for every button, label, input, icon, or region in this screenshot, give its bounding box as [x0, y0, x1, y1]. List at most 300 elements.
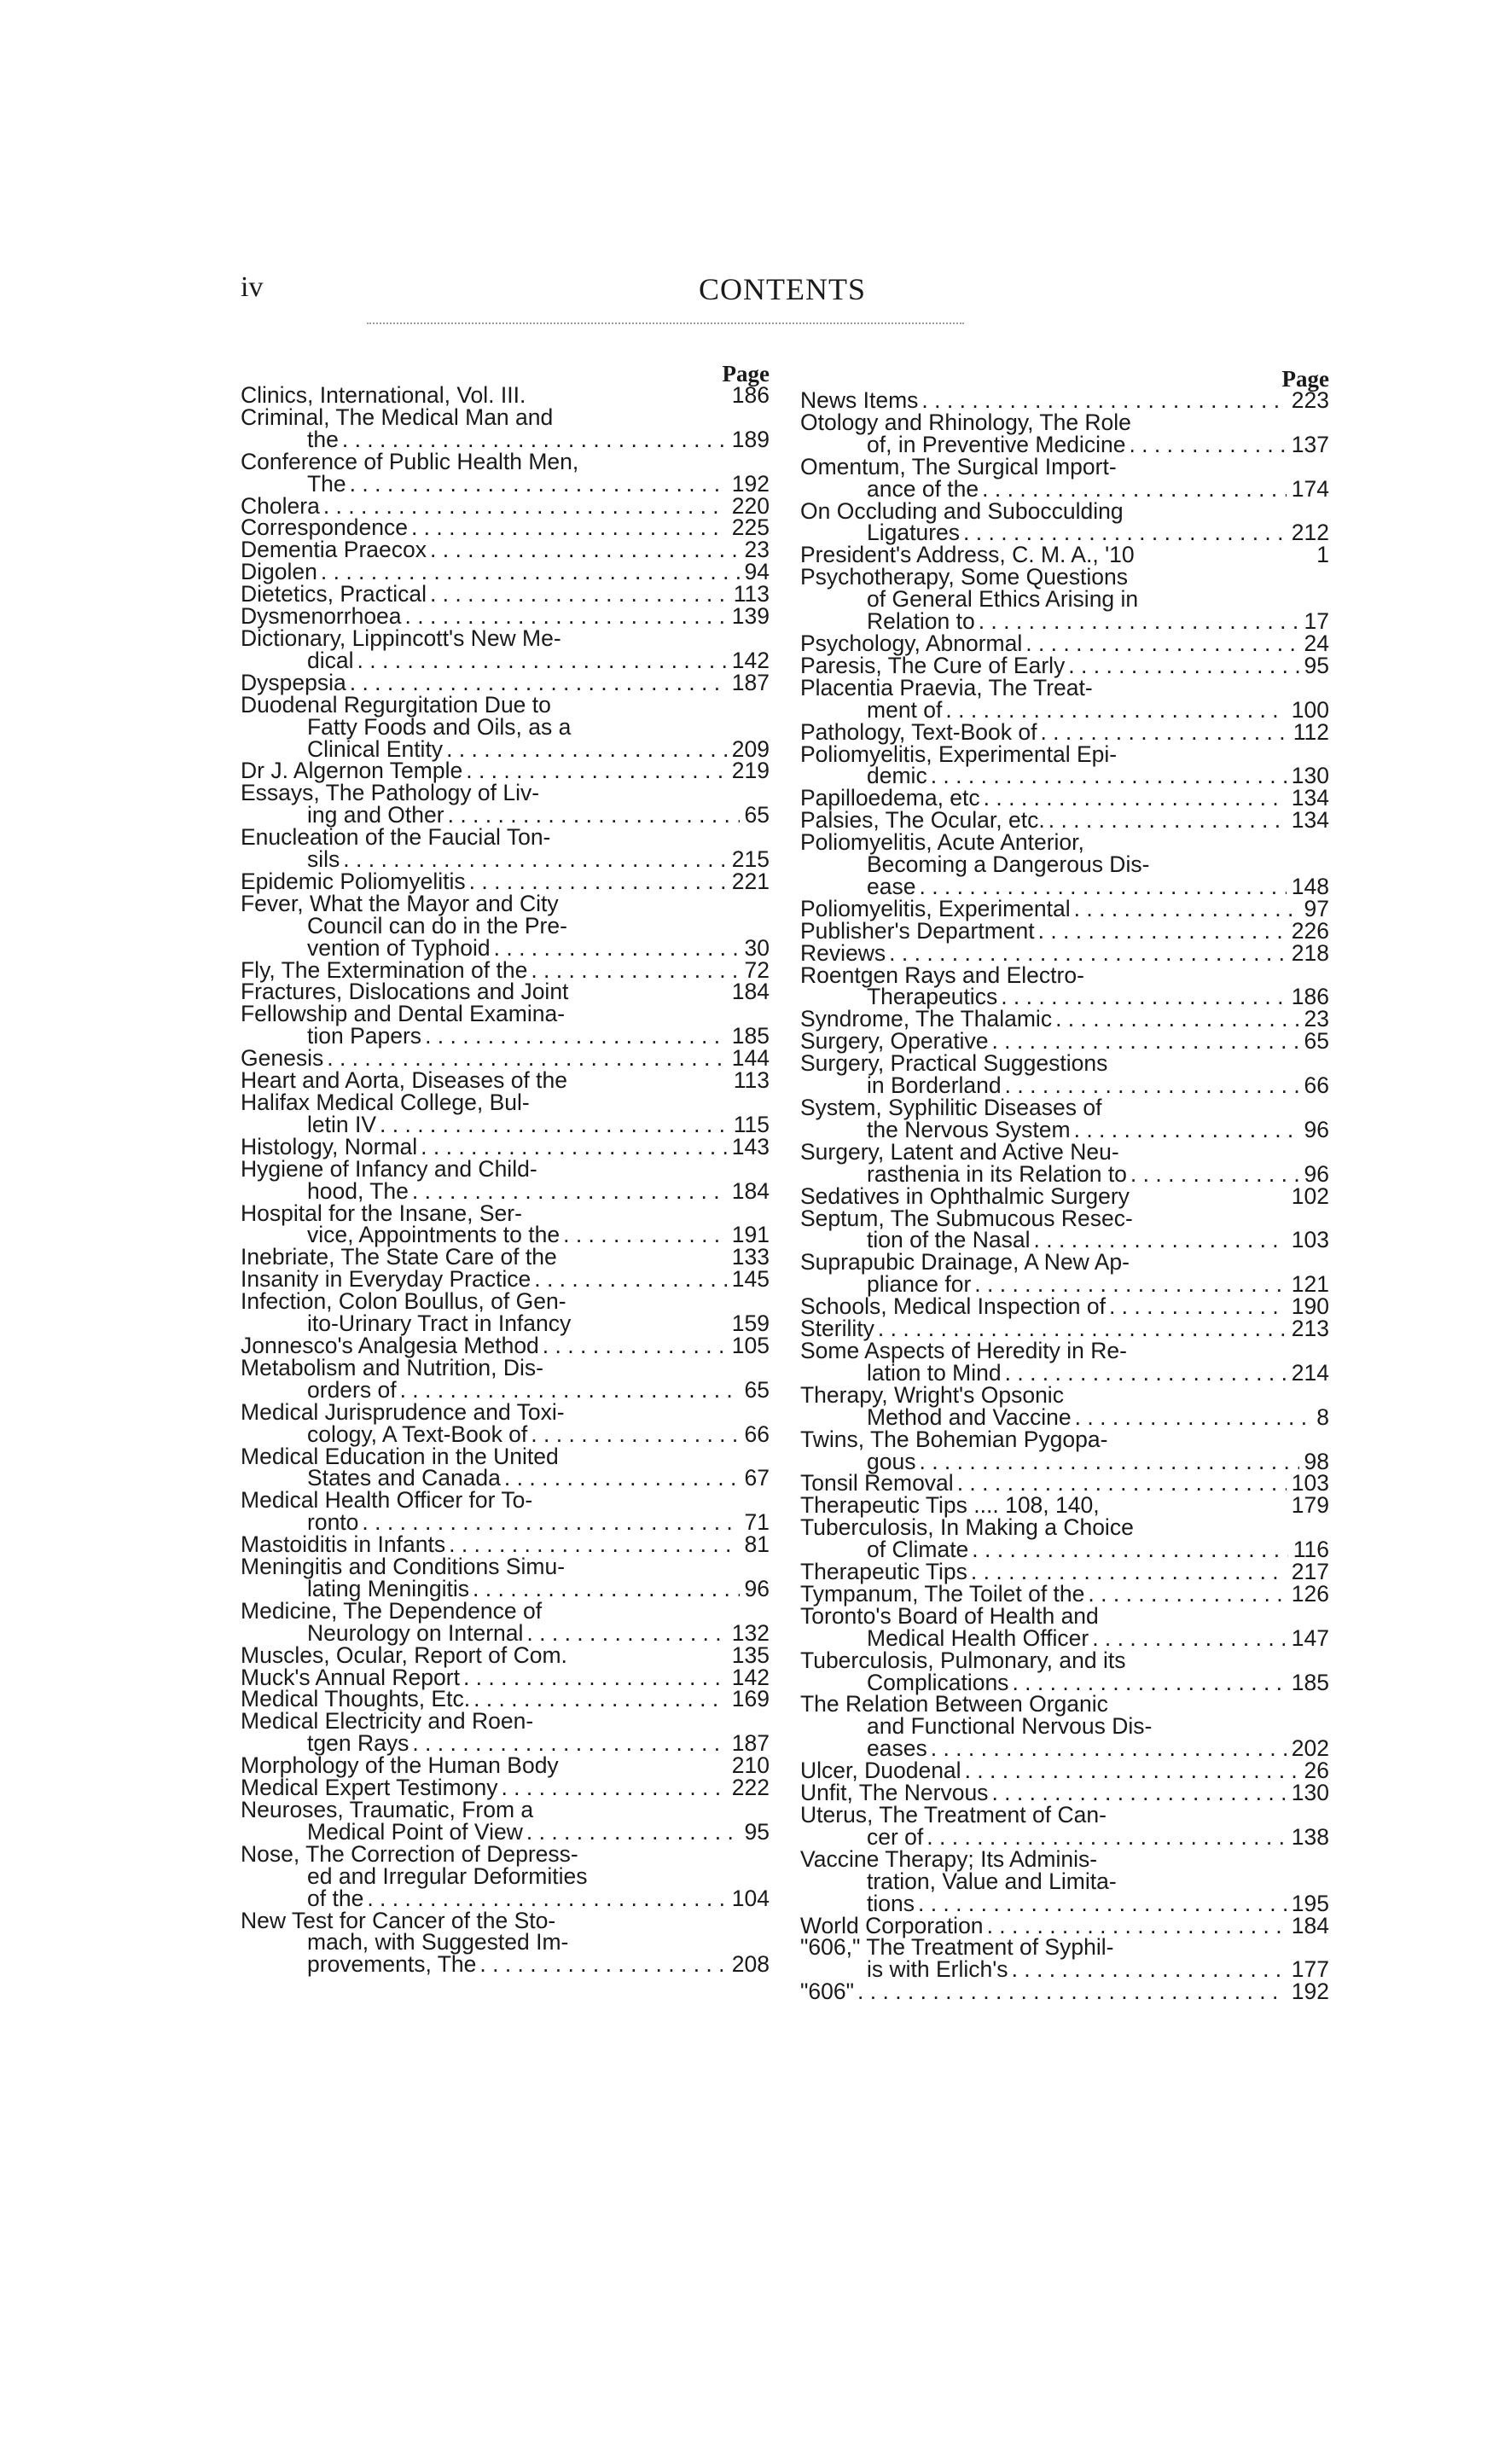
entry-page-number: 134 [1291, 807, 1329, 834]
entry-page-number: 94 [744, 559, 770, 585]
dot-leader [979, 479, 1287, 501]
entry-title-continued: rasthenia in its Relation to [867, 1160, 1127, 1187]
index-entry [800, 917, 1329, 944]
index-entry [241, 1133, 770, 1159]
entry-title: Medical Thoughts, Etc. [241, 1686, 471, 1712]
index-entry [800, 1293, 1329, 1320]
entry-page-number: 71 [744, 1509, 770, 1536]
index-entry [800, 1981, 1329, 2003]
entry-title-continued: States and Canada [307, 1465, 501, 1491]
entry-page-number: 186 [731, 382, 770, 408]
entry-title: Placentia Praevia, The Treat- [800, 674, 1093, 700]
entry-page-number: 112 [1292, 718, 1329, 745]
entry-title-continued: Medical Point of View [307, 1818, 523, 1845]
index-entry [241, 1907, 770, 1978]
entry-page-number: 96 [744, 1575, 770, 1601]
dot-leader [346, 672, 727, 694]
entry-page-number: 67 [744, 1465, 770, 1491]
entry-title-continued: The [307, 470, 346, 497]
index-entry [800, 962, 1329, 1010]
entry-page-number: 121 [1291, 1271, 1329, 1298]
entry-title-continued: cology, A Text-Book of [307, 1421, 528, 1447]
entry-page-number: 65 [1304, 1028, 1329, 1055]
dot-leader [427, 584, 729, 606]
entry-title: Otology and Rhinology, The Role [800, 409, 1131, 435]
entry-title-continued: Medical Health Officer [867, 1624, 1089, 1651]
dot-leader [491, 938, 740, 960]
entry-title-continued: tions [867, 1890, 915, 1916]
entry-title-continued: gous [867, 1448, 916, 1474]
entry-title: Hospital for the Insane, Ser- [241, 1200, 522, 1226]
entry-title: Tuberculosis, In Making a Choice [800, 1514, 1134, 1541]
entry-page-number: 130 [1291, 1780, 1329, 1806]
entry-title-continued: of Climate [867, 1537, 969, 1563]
entry-title-continued: Complications [867, 1669, 1009, 1695]
entry-page-number: 104 [731, 1885, 770, 1911]
entry-title-continued: vention of Typhoid [307, 934, 491, 961]
entry-page-number: 210 [731, 1752, 770, 1779]
entry-title: Conference of Public Health Men, [241, 448, 579, 474]
contents-column-right [800, 363, 1329, 2003]
entry-title: Poliomyelitis, Acute Anterior, [800, 829, 1084, 856]
entry-title-continued: hood, The [307, 1177, 409, 1204]
entry-title: Therapeutic Tips .... 108, 140, [800, 1492, 1100, 1519]
index-entry [800, 1691, 1329, 1762]
entry-title: Ulcer, Duodenal [800, 1758, 961, 1784]
entry-page-number: 222 [731, 1775, 770, 1801]
index-entry [241, 1642, 770, 1668]
entry-title: Fractures, Dislocations and Joint [241, 979, 569, 1005]
entry-title: Dementia Praecox [241, 537, 427, 563]
entry-page-number: 226 [1291, 917, 1329, 944]
index-entry [800, 1050, 1329, 1099]
entry-page-number: 66 [744, 1421, 770, 1447]
page-header [241, 271, 1324, 314]
entry-page-number: 142 [731, 1664, 770, 1690]
entry-page-number: 214 [1291, 1359, 1329, 1386]
dot-leader [1106, 1296, 1287, 1318]
entry-page-number: 220 [731, 492, 770, 519]
index-entry [241, 1003, 770, 1048]
entry-title: Morphology of the Human Body [241, 1752, 559, 1779]
entry-title: Infection, Colon Boullus, of Gen- [241, 1288, 566, 1315]
entry-title: Some Aspects of Heredity in Re- [800, 1337, 1127, 1363]
entry-title: Papilloedema, etc [800, 785, 980, 811]
entry-title: Dr J. Algernon Temple [241, 758, 463, 784]
entry-title: "606" [800, 1979, 855, 2005]
entry-title-continued: Therapeutics [867, 984, 998, 1010]
entry-page-number: 223 [1291, 387, 1329, 413]
entry-page-number: 215 [731, 846, 770, 873]
index-entry [800, 1845, 1329, 1916]
entry-list [241, 382, 770, 1978]
entry-page-number: 96 [1304, 1116, 1329, 1142]
entry-title: Epidemic Poliomyelitis [241, 868, 466, 894]
dot-leader [363, 1888, 726, 1910]
entry-title-continued: the [307, 426, 339, 452]
entry-title: Fly, The Extermination of the [241, 956, 528, 983]
entry-page-number: 133 [731, 1244, 770, 1270]
dot-leader [968, 1539, 1287, 1561]
entry-page-number: 100 [1291, 696, 1329, 723]
index-entry [800, 674, 1329, 723]
entry-title: Halifax Medical College, Bul- [241, 1090, 530, 1115]
entry-title: Dyspepsia [241, 669, 346, 695]
entry-title-continued: ease [867, 873, 916, 899]
entry-page-number: 179 [1291, 1492, 1329, 1519]
entry-title: Paresis, The Cure of Early [800, 652, 1066, 678]
entry-page-number: 26 [1304, 1758, 1329, 1784]
dot-leader [1022, 633, 1298, 655]
entry-title: Surgery, Practical Suggestions [800, 1050, 1108, 1077]
dot-leader [560, 1224, 727, 1247]
dot-leader [1002, 1363, 1287, 1385]
dot-leader [409, 1181, 727, 1203]
entry-page-number: 65 [744, 802, 770, 828]
index-entry [241, 404, 770, 452]
index-entry [241, 691, 770, 762]
dot-leader [527, 1424, 739, 1446]
entry-page-number: 95 [744, 1818, 770, 1845]
entry-title: Medical Electricity and Roen- [241, 1708, 534, 1735]
entry-title: Duodenal Regurgitation Due to [241, 691, 551, 718]
entry-title: New Test for Cancer of the Sto- [241, 1907, 556, 1933]
dot-leader [466, 871, 727, 893]
entry-page-number: 148 [1291, 873, 1329, 899]
index-entry [800, 564, 1329, 635]
entry-page-number: 23 [1304, 1006, 1329, 1032]
dot-leader [408, 517, 727, 539]
entry-title: Correspondence [241, 514, 408, 541]
entry-page-number: 102 [1291, 1183, 1329, 1209]
entry-title: Heart and Aorta, Diseases of the [241, 1067, 567, 1094]
entry-page-number: 65 [744, 1376, 770, 1403]
entry-list [800, 387, 1329, 2005]
entry-title: Reviews [800, 939, 886, 966]
entry-page-number: 186 [1291, 984, 1329, 1010]
entry-title: Essays, The Pathology of Liv- [241, 780, 540, 806]
entry-title: Tonsil Removal [800, 1470, 954, 1496]
index-entry [241, 1354, 770, 1403]
entry-title: Roentgen Rays and Electro- [800, 962, 1084, 988]
entry-title-continued: is with Erlich's [867, 1956, 1008, 1983]
entry-title-continued: ed and Irregular Deformities [307, 1863, 588, 1889]
entry-page-number: 72 [744, 956, 770, 983]
index-entry [800, 1138, 1329, 1187]
dot-leader [523, 1822, 740, 1844]
entry-title-continued: of, in Preventive Medicine [867, 431, 1126, 457]
index-entry [800, 1205, 1329, 1253]
index-entry [800, 1381, 1329, 1430]
entry-title-continued: Relation to [867, 608, 975, 635]
dot-leader [915, 1893, 1287, 1915]
entry-page-number: 105 [731, 1332, 770, 1358]
index-entry [800, 939, 1329, 966]
entry-title: Syndrome, The Thalamic [800, 1006, 1053, 1032]
page-column-heading: Page [722, 361, 770, 386]
index-entry [241, 1288, 770, 1337]
dot-leader [1127, 1164, 1299, 1186]
entry-title-continued: orders of [307, 1376, 397, 1403]
entry-page-number: 184 [1291, 1912, 1329, 1938]
entry-title: Digolen [241, 559, 317, 585]
index-entry [800, 1647, 1329, 1695]
dot-leader [1084, 1584, 1286, 1606]
dot-leader [1035, 921, 1287, 943]
entry-title: Medical Education in the United [241, 1443, 559, 1469]
entry-title: President's Address, C. M. A., '10 [800, 542, 1135, 568]
dot-leader [1065, 655, 1298, 677]
entry-title: Histology, Normal [241, 1133, 418, 1159]
entry-title: Publisher's Department [800, 917, 1035, 944]
index-entry [800, 1249, 1329, 1298]
entry-page-number: 130 [1291, 763, 1329, 789]
index-entry [800, 1337, 1329, 1386]
dot-leader [961, 1760, 1299, 1782]
dot-leader [1125, 434, 1286, 456]
dot-leader [1071, 898, 1299, 921]
entry-title: The Relation Between Organic [800, 1691, 1108, 1717]
entry-page-number: 98 [1304, 1448, 1329, 1474]
dot-leader [501, 1467, 740, 1490]
dot-leader [1089, 1628, 1287, 1650]
entry-title: Criminal, The Medical Man and [241, 404, 554, 430]
entry-title: Medical Health Officer for To- [241, 1487, 533, 1514]
entry-title: Poliomyelitis, Experimental Epi- [800, 741, 1118, 767]
entry-title: Therapeutic Tips [800, 1559, 967, 1585]
entry-title-continued: pliance for [867, 1271, 972, 1298]
entry-title: Vaccine Therapy; Its Adminis- [800, 1845, 1098, 1872]
entry-title: Omentum, The Surgical Import- [800, 453, 1117, 479]
dot-leader [469, 1578, 739, 1601]
index-entry [241, 1840, 770, 1911]
entry-page-number: 24 [1304, 630, 1329, 656]
entry-title: Sedatives in Ophthalmic Surgery [800, 1183, 1130, 1209]
entry-title: Tympanum, The Toilet of the [800, 1580, 1085, 1607]
entry-page-number: 139 [731, 603, 770, 630]
index-entry [241, 1092, 770, 1136]
dot-leader [923, 1827, 1287, 1849]
dot-leader [443, 739, 727, 761]
entry-page-number: 202 [1291, 1735, 1329, 1762]
entry-page-number: 138 [1291, 1823, 1329, 1850]
entry-page-number: 116 [1292, 1537, 1329, 1563]
entry-title: Genesis [241, 1045, 324, 1072]
entry-page-number: 187 [731, 669, 770, 695]
dot-leader [397, 1380, 740, 1402]
index-entry [241, 1443, 770, 1491]
page-column-heading: Page [1281, 366, 1329, 392]
index-entry [800, 1183, 1329, 1209]
entry-title-continued: and Functional Nervous Dis- [867, 1713, 1153, 1740]
index-entry [800, 829, 1329, 899]
entry-title-continued: Fatty Foods and Oils, as a [307, 713, 572, 740]
entry-page-number: 134 [1291, 785, 1329, 811]
entry-page-number: 103 [1291, 1227, 1329, 1253]
index-entry [800, 409, 1329, 457]
entry-title-continued: letin IV [307, 1111, 377, 1137]
entry-page-number: 208 [731, 1951, 770, 1978]
entry-title: Meningitis and Conditions Simu- [241, 1554, 566, 1580]
entry-page-number: 219 [731, 758, 770, 784]
dot-leader [927, 765, 1287, 787]
dot-leader [539, 1335, 727, 1357]
index-entry [241, 448, 770, 497]
entry-page-number: 132 [731, 1619, 770, 1646]
index-entry [241, 625, 770, 673]
entry-title: Twins, The Bohemian Pygopa- [800, 1426, 1108, 1452]
entry-title: Poliomyelitis, Experimental [800, 895, 1071, 921]
entry-page-number: 209 [731, 735, 770, 762]
entry-title-continued: ment of [867, 696, 943, 723]
entry-page-number: 142 [731, 647, 770, 673]
entry-page-number: 174 [1291, 475, 1329, 502]
entry-title: Dysmenorrhoea [241, 603, 402, 630]
entry-page-number: 218 [1291, 939, 1329, 966]
entry-title-continued: Neurology on Internal [307, 1619, 524, 1646]
entry-title: Insanity in Everyday Practice [241, 1266, 531, 1293]
index-entry [241, 1799, 770, 1844]
entry-title: Pathology, Text-Book of [800, 718, 1037, 745]
entry-title: Neuroses, Traumatic, From a [241, 1797, 534, 1822]
entry-title-continued: dical [307, 647, 354, 673]
dot-leader [421, 1026, 727, 1048]
dot-leader [476, 1954, 726, 1976]
entry-page-number: 113 [733, 581, 770, 607]
index-entry [800, 453, 1329, 502]
entry-page-number: 144 [731, 1045, 770, 1072]
page-number: iv [241, 271, 264, 303]
dot-leader [927, 1738, 1287, 1760]
entry-page-number: 97 [1304, 895, 1329, 921]
index-entry [800, 1514, 1329, 1563]
index-entry [241, 1200, 770, 1248]
entry-title-continued: Council can do in the Pre- [307, 912, 567, 939]
entry-title: Toronto's Board of Health and [800, 1602, 1099, 1629]
entry-title: Palsies, The Ocular, etc. [800, 807, 1045, 834]
entry-page-number: 184 [731, 979, 770, 1005]
index-entry [241, 1398, 770, 1447]
entry-title: Metabolism and Nutrition, Dis- [241, 1354, 543, 1380]
entry-page-number: 23 [744, 537, 770, 563]
entry-title: Inebriate, The State Care of the [241, 1244, 557, 1270]
entry-title-continued: ito-Urinary Tract in Infancy [307, 1310, 572, 1337]
entry-page-number: 143 [731, 1133, 770, 1159]
entry-title-continued: ronto [307, 1509, 359, 1536]
entry-title-continued: tion of the Nasal [867, 1227, 1031, 1253]
entry-title: Unfit, The Nervous [800, 1780, 989, 1806]
contents-column-left [241, 363, 770, 1976]
dot-leader [376, 1114, 729, 1136]
entry-page-number: 137 [1291, 431, 1329, 457]
index-entry [241, 539, 770, 561]
entry-page-number: 113 [733, 1067, 770, 1094]
entry-title-continued: lating Meningitis [307, 1575, 470, 1601]
entry-title: Medicine, The Dependence of [241, 1597, 543, 1624]
entry-page-number: 145 [731, 1266, 770, 1293]
entry-page-number: 187 [731, 1730, 770, 1757]
entry-title: Medical Jurisprudence and Toxi- [241, 1398, 565, 1425]
entry-page-number: 185 [731, 1023, 770, 1049]
entry-title: Fellowship and Dental Examina- [241, 1001, 566, 1027]
index-entry [241, 890, 770, 961]
entry-title-continued: Ligatures [867, 520, 961, 546]
entry-title: Muscles, Ocular, Report of Com. [241, 1642, 567, 1668]
dot-leader [1037, 722, 1287, 744]
entry-title: Hygiene of Infancy and Child- [241, 1155, 537, 1182]
entry-title: System, Syphilitic Diseases of [800, 1095, 1102, 1120]
entry-page-number: 95 [1304, 652, 1329, 678]
entry-title: World Corporation [800, 1912, 984, 1938]
entry-title-continued: sils [307, 846, 340, 873]
entry-page-number: 147 [1291, 1624, 1329, 1651]
entry-page-number: 184 [731, 1177, 770, 1204]
entry-page-number: 1 [1316, 542, 1329, 568]
entry-title-continued: Method and Vaccine [867, 1403, 1072, 1430]
entry-title-continued: in Borderland [867, 1072, 1002, 1099]
dot-leader [354, 650, 727, 672]
entry-title: Sterility [800, 1316, 874, 1342]
entry-title: Clinics, International, Vol. III. [241, 382, 526, 408]
entry-page-number: 81 [744, 1531, 770, 1558]
dot-leader [975, 611, 1299, 633]
index-entry [241, 1487, 770, 1536]
entry-title-continued: ing and Other [307, 802, 444, 828]
index-entry [800, 718, 1329, 745]
entry-page-number: 159 [731, 1310, 770, 1337]
entry-title: On Occluding and Subocculding [800, 497, 1124, 524]
index-entry [800, 497, 1329, 546]
entry-page-number: 8 [1316, 1403, 1329, 1430]
index-entry [800, 1602, 1329, 1651]
dot-leader [1072, 1407, 1312, 1429]
entry-title: Muck's Annual Report [241, 1664, 460, 1690]
entry-title: News Items [800, 387, 919, 413]
entry-title: Nose, The Correction of Depress- [241, 1840, 578, 1867]
dot-leader [1071, 1119, 1299, 1142]
index-entry [241, 1155, 770, 1204]
entry-title: Enucleation of the Faucial Ton- [241, 824, 551, 851]
entry-title: Dictionary, Lippincott's New Me- [241, 625, 561, 651]
entry-page-number: 66 [1304, 1072, 1329, 1099]
header-rule [367, 323, 964, 324]
entry-title: Mastoiditis in Infants [241, 1531, 446, 1558]
dot-leader [942, 700, 1286, 722]
index-entry [800, 652, 1329, 678]
entry-page-number: 191 [731, 1222, 770, 1248]
entry-title-continued: of General Ethics Arising in [867, 586, 1139, 613]
entry-title: Jonnesco's Analgesia Method [241, 1332, 539, 1358]
dot-leader [915, 876, 1286, 898]
entry-page-number: 192 [731, 470, 770, 497]
entry-page-number: 126 [1291, 1580, 1329, 1607]
entry-title-continued: tration, Value and Limita- [867, 1868, 1117, 1894]
entry-page-number: 195 [1291, 1890, 1329, 1916]
entry-title-continued: Clinical Entity [307, 735, 444, 762]
entry-page-number: 212 [1291, 520, 1329, 546]
entry-title-continued: eases [867, 1735, 927, 1762]
dot-leader [339, 429, 727, 451]
entry-page-number: 190 [1291, 1293, 1329, 1320]
index-entry [800, 630, 1329, 656]
dot-leader [854, 1981, 1287, 2003]
page-title: CONTENTS [699, 272, 866, 306]
entry-title-continued: the Nervous System [867, 1116, 1071, 1142]
index-entry [241, 868, 770, 894]
entry-title: Cholera [241, 492, 320, 519]
entry-title-continued: of the [307, 1885, 364, 1911]
entry-title-continued: Becoming a Dangerous Dis- [867, 851, 1150, 878]
